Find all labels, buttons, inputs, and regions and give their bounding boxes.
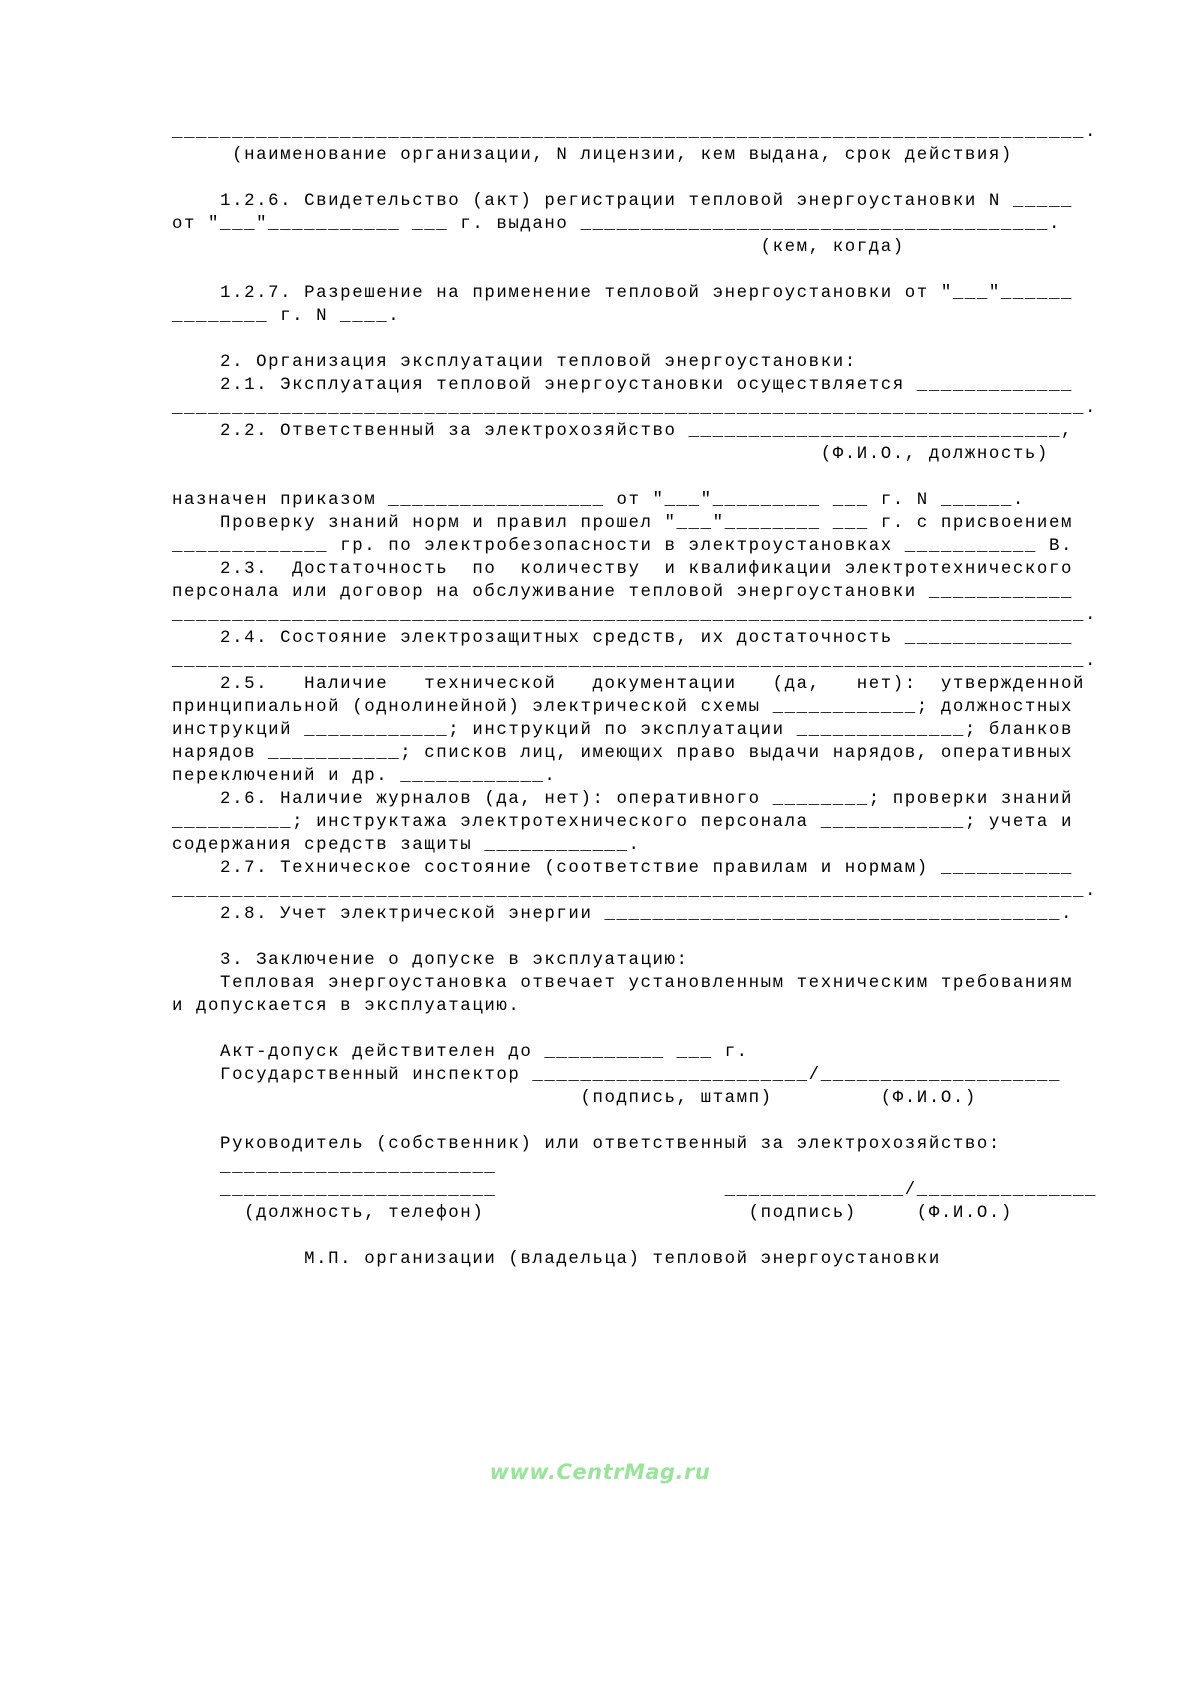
doc-line: инструкций ____________; инструкций по эксплуатации ______________; бланков: [172, 721, 1073, 740]
doc-line: 2.4. Состояние электрозащитных средств, их достаточность ______________: [172, 629, 1073, 648]
doc-line: 2.5. Наличие технической документации (да, нет): утвержденной: [172, 675, 1085, 694]
doc-line: 2.7. Техническое состояние (соответствие правилам и нормам) ___________: [172, 859, 1073, 878]
doc-line: М.П. организации (владельца) тепловой энергоустановки: [172, 1250, 941, 1269]
doc-line: нарядов ___________; списков лиц, имеющих право выдачи нарядов, оперативных: [172, 744, 1073, 763]
doc-line: ____________________________________________________________________________.: [172, 882, 1097, 901]
watermark-text: www.CentrMag.ru: [489, 1460, 711, 1484]
doc-line: 2.2. Ответственный за электрохозяйство _______________________________,: [172, 422, 1073, 441]
doc-line: 2.3. Достаточность по количеству и квалификации электротехнического: [172, 560, 1073, 579]
doc-line: от "___"___________ ___ г. выдано _______________________________________.: [172, 215, 1061, 234]
doc-line: 1.2.7. Разрешение на применение тепловой энергоустановки от "___"______: [172, 284, 1073, 303]
doc-line: __________; инструктажа электротехнического персонала ____________; учета и: [172, 813, 1073, 832]
doc-line: персонала или договор на обслуживание тепловой энергоустановки ____________: [172, 583, 1073, 602]
doc-line: (должность, телефон) (подпись) (Ф.И.О.): [172, 1204, 1013, 1223]
doc-line: 1.2.6. Свидетельство (акт) регистрации тепловой энергоустановки N _____: [172, 192, 1073, 211]
doc-line: _______________________: [172, 1158, 497, 1177]
doc-line: Проверку знаний норм и правил прошел "___"________ ___ г. с присвоением: [172, 514, 1073, 533]
doc-line: принципиальной (однолинейной) электрической схемы ____________; должностных: [172, 698, 1073, 717]
doc-line: 3. Заключение о допуске в эксплуатацию:: [172, 951, 689, 970]
doc-line: _____________ гр. по электробезопасности в электроустановках ___________ В.: [172, 537, 1073, 556]
doc-line: Руководитель (собственник) или ответственный за электрохозяйство:: [172, 1135, 1001, 1154]
doc-line: Государственный инспектор _______________________/____________________: [172, 1066, 1061, 1085]
doc-line: назначен приказом __________________ от "___"_________ ___ г. N ______.: [172, 491, 1025, 510]
doc-line: 2.1. Эксплуатация тепловой энергоустановки осуществляется _____________: [172, 376, 1073, 395]
doc-line: содержания средств защиты ____________.: [172, 836, 641, 855]
doc-line: (Ф.И.О., должность): [172, 445, 1049, 464]
doc-line: переключений и др. ____________.: [172, 767, 557, 786]
doc-line: ____________________________________________________________________________.: [172, 606, 1097, 625]
doc-line: 2.6. Наличие журналов (да, нет): оперативного ________; проверки знаний: [172, 790, 1073, 809]
doc-line: (наименование организации, N лицензии, кем выдана, срок действия): [172, 146, 1013, 165]
doc-line: и допускается в эксплуатацию.: [172, 997, 521, 1016]
doc-line: ____________________________________________________________________________.: [172, 123, 1097, 142]
doc-line: (подпись, штамп) (Ф.И.О.): [172, 1089, 977, 1108]
doc-line: ____________________________________________________________________________.: [172, 652, 1097, 671]
doc-line: (кем, когда): [172, 238, 905, 257]
doc-line: 2. Организация эксплуатации тепловой энергоустановки:: [172, 353, 857, 372]
doc-line: ____________________________________________________________________________.: [172, 399, 1097, 418]
doc-line: Акт-допуск действителен до __________ ___ г.: [172, 1043, 749, 1062]
doc-line: Тепловая энергоустановка отвечает установленным техническим требованиям: [172, 974, 1073, 993]
doc-line: 2.8. Учет электрической энергии ______________________________________.: [172, 905, 1073, 924]
doc-line: _______________________ _______________/_______________: [172, 1181, 1097, 1200]
doc-line: ________ г. N ____.: [172, 307, 401, 326]
